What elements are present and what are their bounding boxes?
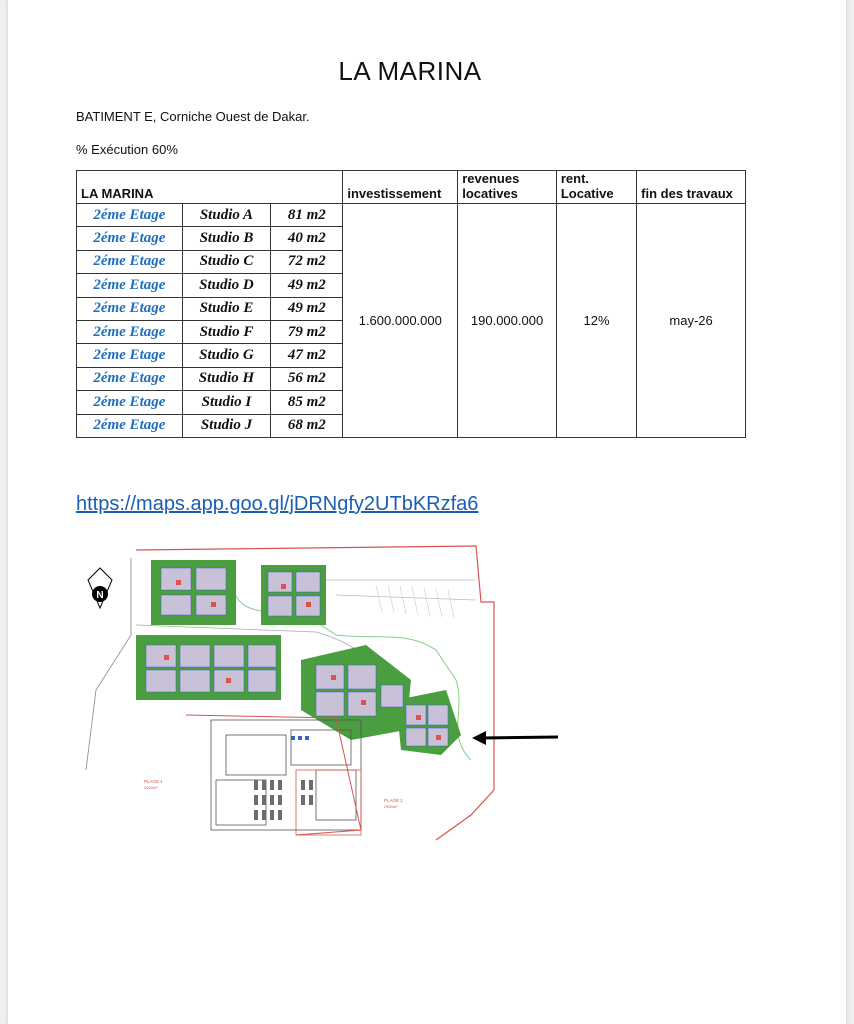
zone1-line2: 4000m² [144, 785, 158, 790]
floor-cell: 2éme Etage [77, 320, 183, 343]
area-cell: 47 m2 [271, 344, 343, 367]
investment-cell: 1.600.000.000 [343, 204, 458, 438]
header-rent [556, 171, 636, 204]
zone2-line2: 2500m² [384, 804, 398, 809]
area-cell: 85 m2 [271, 391, 343, 414]
header-revenue-line1: revenues [462, 171, 520, 186]
floor-cell: 2éme Etage [77, 204, 183, 227]
unit-cell: Studio H [182, 367, 270, 390]
floor-cell: 2éme Etage [77, 367, 183, 390]
execution-percent: % Exécution 60% [76, 142, 178, 157]
floor-cell: 2éme Etage [77, 297, 183, 320]
unit-cell: Studio A [182, 204, 270, 227]
document-page [8, 0, 846, 1024]
building-address: BATIMENT E, Corniche Ouest de Dakar. [76, 109, 310, 124]
floor-cell: 2éme Etage [77, 414, 183, 437]
north-label: N [96, 590, 104, 601]
floor-cell: 2éme Etage [77, 250, 183, 273]
zone2-line1: PLAGE 2 [384, 798, 403, 803]
site-plan [76, 540, 566, 852]
area-cell: 68 m2 [271, 414, 343, 437]
revenue-cell: 190.000.000 [458, 204, 557, 438]
unit-cell: Studio G [182, 344, 270, 367]
header-rent-line1: rent. [560, 171, 590, 186]
table-row [77, 204, 746, 227]
unit-cell: Studio F [182, 320, 270, 343]
floor-cell: 2éme Etage [77, 274, 183, 297]
floor-cell: 2éme Etage [77, 391, 183, 414]
unit-cell: Studio I [182, 391, 270, 414]
header-project: LA MARINA [77, 171, 343, 204]
zone1-line1: PLAGE 1 [144, 779, 163, 784]
area-cell: 49 m2 [271, 297, 343, 320]
table-header-row [77, 171, 746, 204]
floor-cell: 2éme Etage [77, 227, 183, 250]
maps-link[interactable]: https://maps.app.goo.gl/jDRNgfy2UTbKRzfa6 [76, 493, 479, 515]
unit-cell: Studio J [182, 414, 270, 437]
area-cell: 40 m2 [271, 227, 343, 250]
unit-cell: Studio D [182, 274, 270, 297]
area-cell: 56 m2 [271, 367, 343, 390]
area-cell: 49 m2 [271, 274, 343, 297]
units-table [76, 170, 746, 438]
unit-cell: Studio C [182, 250, 270, 273]
area-cell: 72 m2 [271, 250, 343, 273]
floor-cell: 2éme Etage [77, 344, 183, 367]
header-investment [343, 171, 458, 204]
area-cell: 81 m2 [271, 204, 343, 227]
document-title: LA MARINA [338, 56, 482, 86]
rent-cell: 12% [556, 204, 636, 438]
unit-cell: Studio B [182, 227, 270, 250]
header-end: fin des travaux [637, 171, 746, 204]
header-revenue [458, 171, 557, 204]
header-revenue-line2: locatives [462, 186, 518, 201]
end-date-cell: may-26 [637, 204, 746, 438]
unit-cell: Studio E [182, 297, 270, 320]
header-investment-label: investissement [347, 186, 442, 201]
area-cell: 79 m2 [271, 320, 343, 343]
blue-markers [291, 736, 309, 740]
header-rent-line2: Locative [560, 186, 614, 201]
